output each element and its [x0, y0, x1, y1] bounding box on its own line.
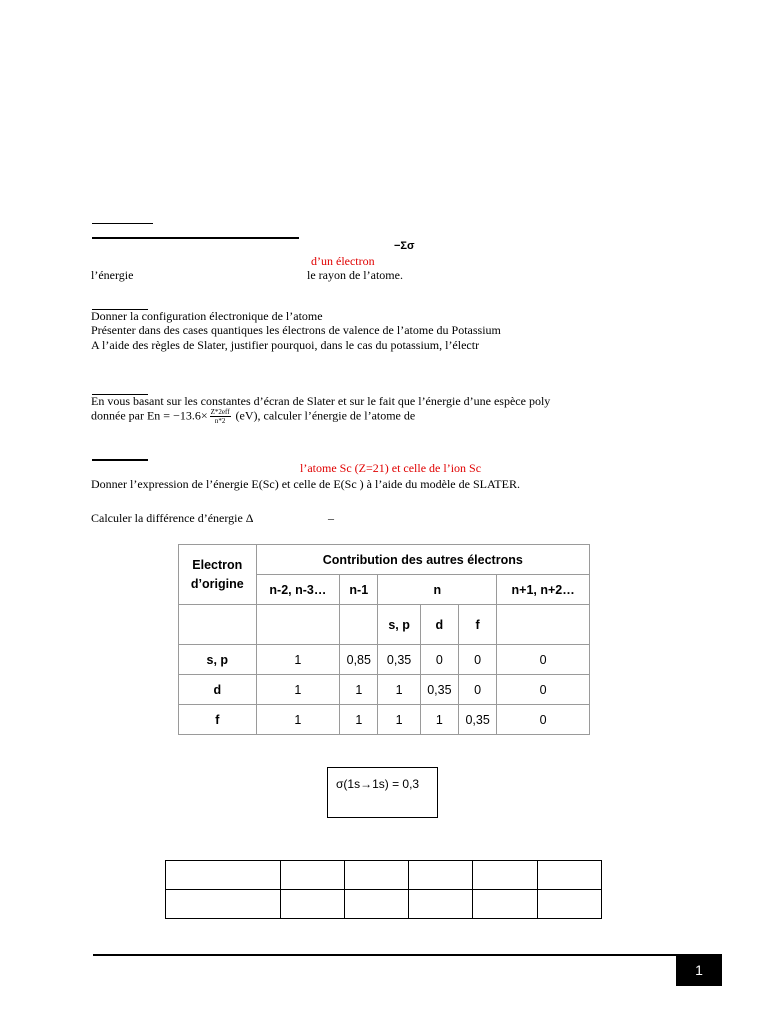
- table-cell: [538, 890, 602, 919]
- subcol-header: f: [459, 605, 497, 645]
- table-cell: 0,35: [459, 705, 497, 735]
- table-cell: [409, 890, 473, 919]
- electron-text: d’un électron: [311, 254, 375, 268]
- origin-header: Electron d’origine: [179, 545, 257, 605]
- row-label: f: [179, 705, 257, 735]
- table-cell: 0: [459, 675, 497, 705]
- table-row: [166, 861, 602, 890]
- table-cell: [473, 861, 538, 890]
- heading-rule-1: [92, 223, 153, 224]
- ex2-line2: Présenter dans des cases quantiques les électrons de valence de l’atome du Potassium: [91, 323, 501, 337]
- table-cell: 1: [378, 675, 420, 705]
- ex3-line2-after: (eV), calculer l’énergie de l’atome de: [235, 408, 416, 423]
- heading-rule-5: [92, 459, 148, 461]
- subcol-header: d: [420, 605, 458, 645]
- table-cell: 0: [459, 645, 497, 675]
- col-group-header: n: [378, 575, 497, 605]
- col-group-header: n+1, n+2…: [497, 575, 590, 605]
- energie-text: l’énergie: [91, 268, 134, 282]
- table-cell: 0: [497, 645, 590, 675]
- table-cell: [345, 890, 409, 919]
- fraction-denominator: n*2: [214, 417, 226, 425]
- table-cell: [166, 861, 281, 890]
- table-row: [179, 705, 590, 735]
- table-cell: 1: [256, 645, 340, 675]
- sigma-1s-text: σ(1s→1s) = 0,3: [336, 777, 420, 791]
- heading-rule-2: [92, 237, 299, 239]
- table-row: [179, 675, 590, 705]
- table-cell: 0: [497, 705, 590, 735]
- table-cell: 1: [256, 675, 340, 705]
- contribution-header: Contribution des autres électrons: [256, 545, 589, 575]
- table-cell: [409, 861, 473, 890]
- ex3-line2: [91, 408, 415, 425]
- answer-table: [165, 860, 602, 919]
- table-cell: [538, 861, 602, 890]
- table-cell: [281, 890, 345, 919]
- table-cell: 0,35: [420, 675, 458, 705]
- footer-rule: [93, 954, 722, 956]
- table-cell: [281, 861, 345, 890]
- page-number: 1: [676, 954, 722, 986]
- ex4-dash: –: [328, 511, 334, 525]
- table-cell: [497, 605, 590, 645]
- sigma-1s-box: [327, 767, 438, 818]
- col-group-header: n-1: [340, 575, 378, 605]
- table-cell: [345, 861, 409, 890]
- fraction-numerator: Z*2eff: [210, 408, 230, 416]
- ex2-line3: A l’aide des règles de Slater, justifier pourquoi, dans le cas du potassium, l’électr: [91, 338, 480, 352]
- table-row: [166, 890, 602, 919]
- row-label: s, p: [179, 645, 257, 675]
- table-cell: [179, 605, 257, 645]
- table-cell: 0: [420, 645, 458, 675]
- slater-constants-table: [178, 544, 590, 735]
- ex3-line1: En vous basant sur les constantes d’écran de Slater et sur le fait que l’énergie d’une espèce poly: [91, 394, 551, 408]
- table-cell: 1: [256, 705, 340, 735]
- ex4-red-line: l’atome Sc (Z=21) et celle de l’ion Sc: [300, 461, 482, 475]
- energy-fraction: [210, 408, 231, 425]
- table-cell: 1: [340, 705, 378, 735]
- col-group-header: n-2, n-3…: [256, 575, 340, 605]
- table-cell: 1: [340, 675, 378, 705]
- ex3-line2-before: donnée par En = −13.6×: [91, 408, 208, 423]
- table-cell: [256, 605, 340, 645]
- table-cell: 1: [378, 705, 420, 735]
- table-cell: 0: [497, 675, 590, 705]
- row-label: d: [179, 675, 257, 705]
- table-cell: 1: [420, 705, 458, 735]
- ex4-line2: Calculer la différence d’énergie Δ: [91, 511, 254, 525]
- table-cell: 0,85: [340, 645, 378, 675]
- table-cell: 0,35: [378, 645, 420, 675]
- ex2-line1: Donner la configuration électronique de l’atome: [91, 309, 323, 323]
- subcol-header: s, p: [378, 605, 420, 645]
- table-cell: [340, 605, 378, 645]
- table-cell: [473, 890, 538, 919]
- sigma-formula: −Σσ: [394, 240, 415, 252]
- ex4-line1: Donner l’expression de l’énergie E(Sc) et celle de E(Sc ) à l’aide du modèle de SLATER.: [91, 477, 520, 491]
- rayon-text: le rayon de l’atome.: [307, 268, 403, 282]
- table-row: [179, 645, 590, 675]
- table-cell: [166, 890, 281, 919]
